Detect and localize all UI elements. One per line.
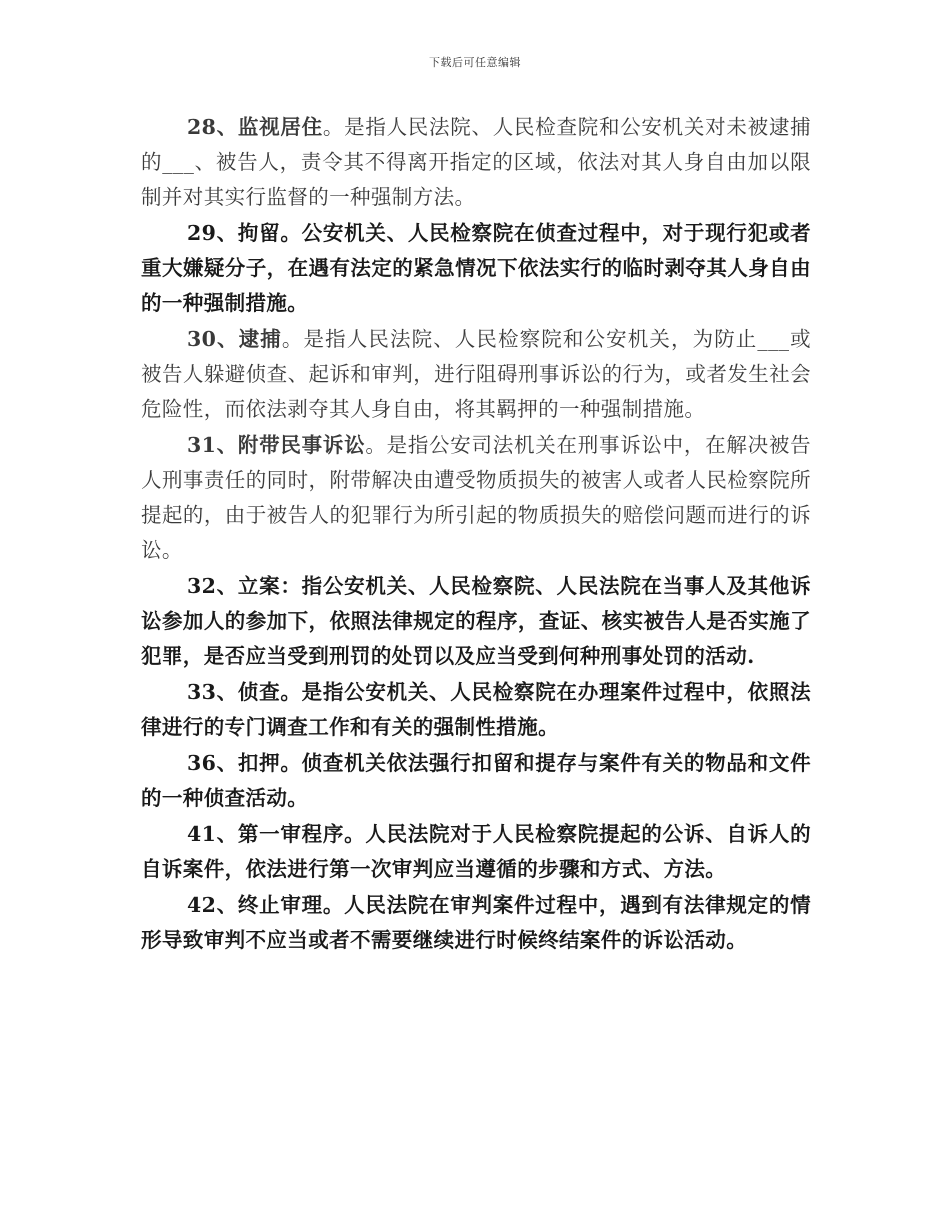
entry-28 <box>141 110 811 215</box>
entry-36 <box>141 746 811 816</box>
entry-term: 32、立案 <box>187 574 281 598</box>
entry-body: ：指公安机关、人民检察院、人民法院在当事人及其他诉讼参加人的参加下，依照法律规定的程序，查证、核实被告人是否实施了犯罪，是否应当受到刑罚的处罚以及应当受到何种刑事处罚的活动. <box>141 574 812 668</box>
entry-body: 。是指人民法院、人民检察院和公安机关，为防止___或被告人躲避侦查、起诉和审判，进行阻碍刑事诉讼的行为，或者发生社会危险性，而依法剥夺其人身自由，将其羁押的一种强制措施。 <box>141 327 811 421</box>
entry-body: 。是指公安司法机关在刑事诉讼中，在解决被告人刑事责任的同时，附带解决由遭受物质损失的被害人或者人民检察院所提起的，由于被告人的犯罪行为所引起的物质损失的赔偿问题而进行的诉讼。 <box>141 433 811 562</box>
document-body <box>141 110 811 959</box>
entry-30 <box>141 322 811 427</box>
entry-term: 33、侦查 <box>187 680 281 704</box>
entry-42 <box>141 888 811 958</box>
entry-body: 。是指人民法院、人民检查院和公安机关对未被逮捕的___、被告人，责令其不得离开指定的区域，依法对其人身自由加以限制并对其实行监督的一种强制方法。 <box>141 115 811 209</box>
entry-body: 。侦查机关依法强行扣留和提存与案件有关的物品和文件的一种侦查活动。 <box>141 751 812 810</box>
entry-body: 。人民法院在审判案件过程中，遇到有法律规定的情形导致审判不应当或者不需要继续进行时候终结案件的诉讼活动。 <box>141 893 811 952</box>
entry-term: 42、终止审理 <box>187 893 323 917</box>
entry-term: 36、扣押 <box>187 751 281 775</box>
entry-31 <box>141 428 811 568</box>
entry-32 <box>141 569 811 674</box>
entry-term: 41、第一审程序 <box>187 822 345 846</box>
entry-41 <box>141 817 811 887</box>
page-header: 下载后可任意编辑 <box>429 56 521 69</box>
entry-term: 30、逮捕 <box>187 327 282 351</box>
entry-term: 28、监视居住 <box>187 115 323 139</box>
entry-29 <box>141 216 811 321</box>
entry-33 <box>141 675 811 745</box>
entry-body: 。人民法院对于人民检察院提起的公诉、自诉人的自诉案件，依法进行第一次审判应当遵循的步骤和方式、方法。 <box>141 822 811 881</box>
entry-body: 。是指公安机关、人民检察院在办理案件过程中，依照法律进行的专门调查工作和有关的强制性措施。 <box>141 680 812 739</box>
entry-term: 31、附带民事诉讼 <box>187 433 366 457</box>
entry-body: 。公安机关、人民检察院在侦查过程中，对于现行犯或者重大嫌疑分子，在遇有法定的紧急情况下依法实行的临时剥夺其人身自由的一种强制措施。 <box>141 221 812 315</box>
entry-term: 29、拘留 <box>187 221 281 245</box>
